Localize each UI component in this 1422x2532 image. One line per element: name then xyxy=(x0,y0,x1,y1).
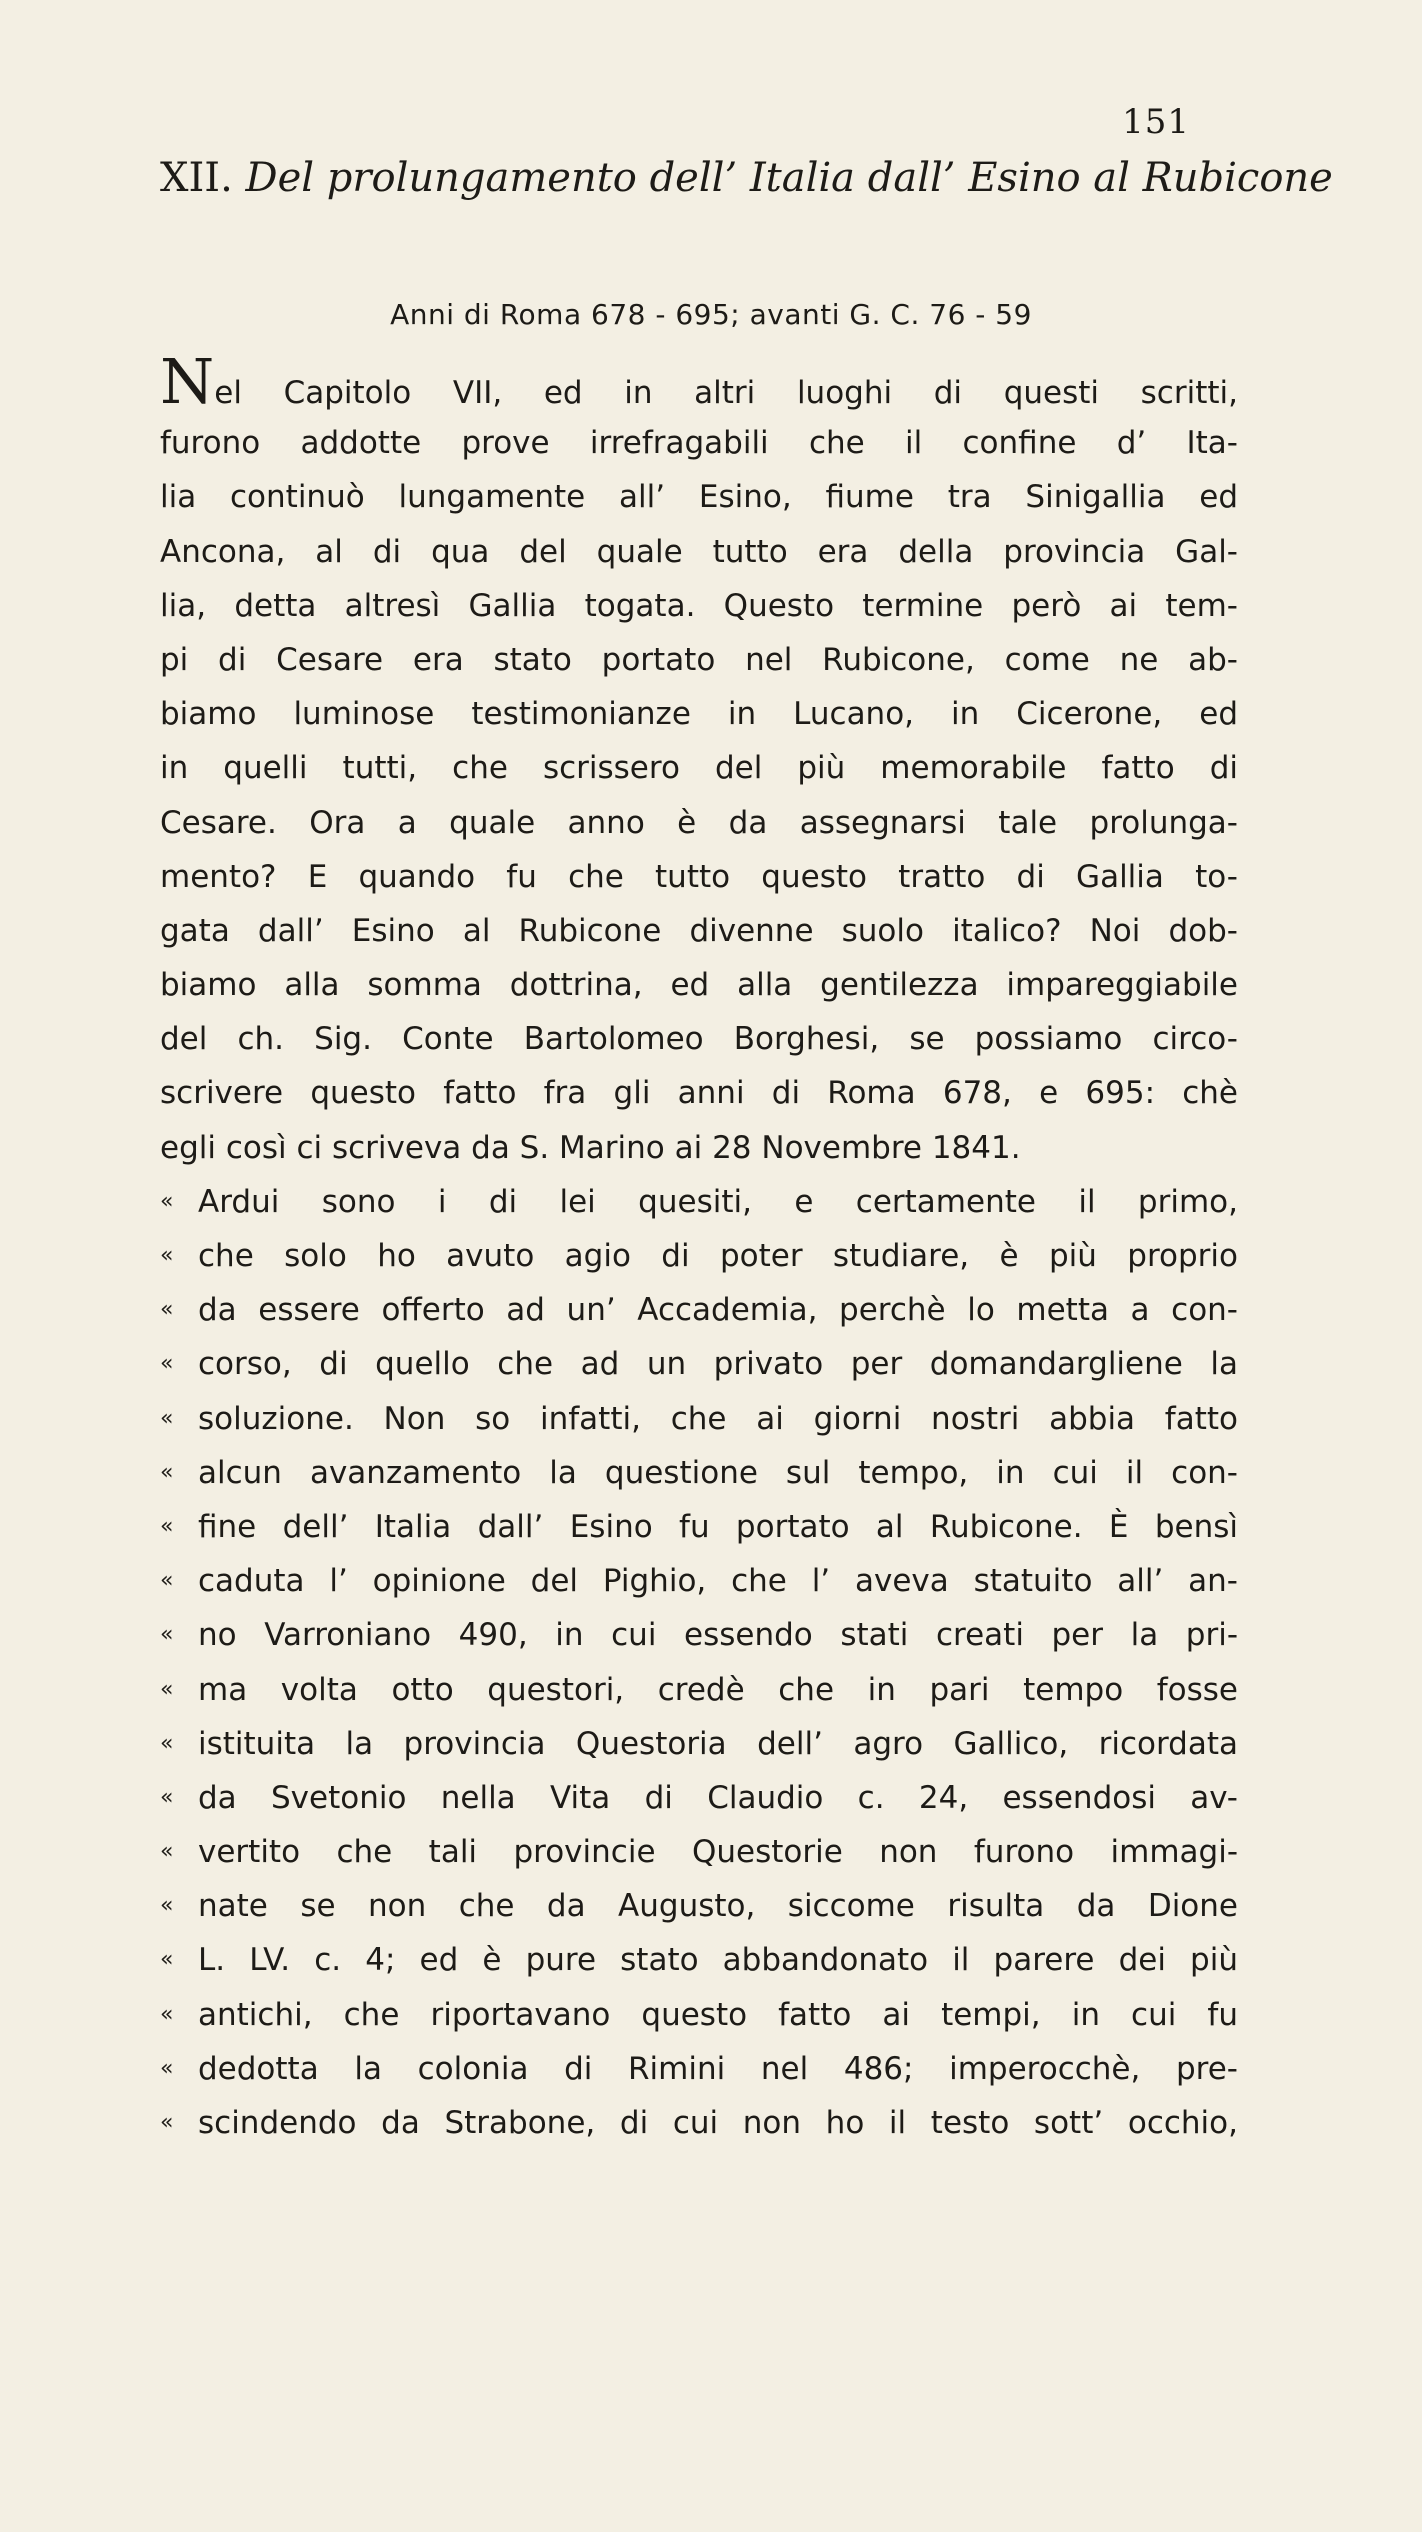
quote-line: « scindendo da Strabone, di cui non ho il testo sott’ occhio, xyxy=(160,2096,1238,2150)
section-title: Del prolungamento dell’ Italia dall’ Esino al Rubicone xyxy=(245,155,1333,201)
quote-line: « L. LV. c. 4; ed è pure stato abbandonato il parere dei più xyxy=(160,1933,1238,1987)
text-line: gata dall’ Esino al Rubicone divenne suolo italico? Noi dob- xyxy=(160,912,1238,949)
text-line: furono addotte prove irrefragabili che il confine d’ Ita- xyxy=(160,425,1238,462)
text-line: mento? E quando fu che tutto questo tratto di Gallia to- xyxy=(160,858,1238,895)
text-line: Ancona, al di qua del quale tutto era della provincia Gal- xyxy=(160,533,1238,570)
quote-mark: « xyxy=(160,1676,174,1702)
text-line: lia, detta altresì Gallia togata. Questo termine però ai tem- xyxy=(160,587,1238,624)
quote-mark: « xyxy=(160,1893,174,1919)
quote-line: « vertito che tali provincie Questorie non furono immagi- xyxy=(160,1825,1238,1879)
body-text xyxy=(160,345,1238,2150)
quote-line: « corso, di quello che ad un privato per domandargliene la xyxy=(160,1337,1238,1391)
quote-line: « nate se non che da Augusto, siccome risulta da Dione xyxy=(160,1879,1238,1933)
quote-line: « alcun avanzamento la questione sul tempo, in cui il con- xyxy=(160,1446,1238,1500)
quote-line: « fine dell’ Italia dall’ Esino fu portato al Rubicone. È bensì xyxy=(160,1500,1238,1554)
page-number: 151 xyxy=(1122,102,1190,142)
text-line: biamo alla somma dottrina, ed alla gentilezza impareggiabile xyxy=(160,967,1238,1004)
text-line: biamo luminose testimonianze in Lucano, in Cicerone, ed xyxy=(160,696,1238,733)
quote-line: « Ardui sono i di lei quesiti, e certamente il primo, xyxy=(160,1175,1238,1229)
quote-mark: « xyxy=(160,1459,174,1485)
quote-mark: « xyxy=(160,2001,174,2027)
text-line: pi di Cesare era stato portato nel Rubicone, come ne ab- xyxy=(160,641,1238,678)
section-heading xyxy=(160,155,1333,201)
quote-mark: « xyxy=(160,1568,174,1594)
quote-line: « antichi, che riportavano questo fatto ai tempi, in cui fu xyxy=(160,1988,1238,2042)
quote-line: « no Varroniano 490, in cui essendo stati creati per la pri- xyxy=(160,1608,1238,1662)
text-line: in quelli tutti, che scrissero del più memorabile fatto di xyxy=(160,750,1238,787)
paragraph-first-line: el Capitolo VII, ed in altri luoghi di questi scritti, xyxy=(214,375,1238,411)
quote-mark: « xyxy=(160,1622,174,1648)
quote-line: « da essere offerto ad un’ Accademia, perchè lo metta a con- xyxy=(160,1283,1238,1337)
text-line: scrivere questo fatto fra gli anni di Roma 678, e 695: chè xyxy=(160,1075,1238,1112)
quote-mark: « xyxy=(160,1839,174,1865)
text-line: egli così ci scriveva da S. Marino ai 28 Novembre 1841. xyxy=(160,1129,1021,1166)
quote-line: « ma volta otto questori, credè che in pari tempo fosse xyxy=(160,1663,1238,1717)
quote-mark: « xyxy=(160,1730,174,1756)
quote-line: « dedotta la colonia di Rimini nel 486; imperocchè, pre- xyxy=(160,2042,1238,2096)
quote-line: « soluzione. Non so infatti, che ai giorni nostri abbia fatto xyxy=(160,1392,1238,1446)
quote-mark: « xyxy=(160,2055,174,2081)
quote-mark: « xyxy=(160,1188,174,1214)
section-dates: Anni di Roma 678 - 695; avanti G. C. 76 - 59 xyxy=(390,298,1032,331)
quote-line: « che solo ho avuto agio di poter studiare, è più proprio xyxy=(160,1229,1238,1283)
text-line: Cesare. Ora a quale anno è da assegnarsi tale prolunga- xyxy=(160,804,1238,841)
text-line: del ch. Sig. Conte Bartolomeo Borghesi, se possiamo circo- xyxy=(160,1021,1238,1058)
quote-mark: « xyxy=(160,1297,174,1323)
quote-line: « da Svetonio nella Vita di Claudio c. 24, essendosi av- xyxy=(160,1771,1238,1825)
quote-mark: « xyxy=(160,1947,174,1973)
section-number: XII. xyxy=(160,155,233,201)
quote-mark: « xyxy=(160,2110,174,2135)
quote-line: « caduta l’ opinione del Pighio, che l’ aveva statuito all’ an- xyxy=(160,1554,1238,1608)
quote-mark: « xyxy=(160,1243,174,1268)
quote-mark: « xyxy=(160,1513,174,1539)
text-line: lia continuò lungamente all’ Esino, fiume tra Sinigallia ed xyxy=(160,479,1238,516)
quote-mark: « xyxy=(160,1351,174,1377)
quote-line: « istituita la provincia Questoria dell’ agro Gallico, ricordata xyxy=(160,1717,1238,1771)
drop-cap: N xyxy=(160,345,215,418)
quote-mark: « xyxy=(160,1784,174,1810)
text-line xyxy=(160,345,1238,418)
quote-mark: « xyxy=(160,1405,174,1431)
